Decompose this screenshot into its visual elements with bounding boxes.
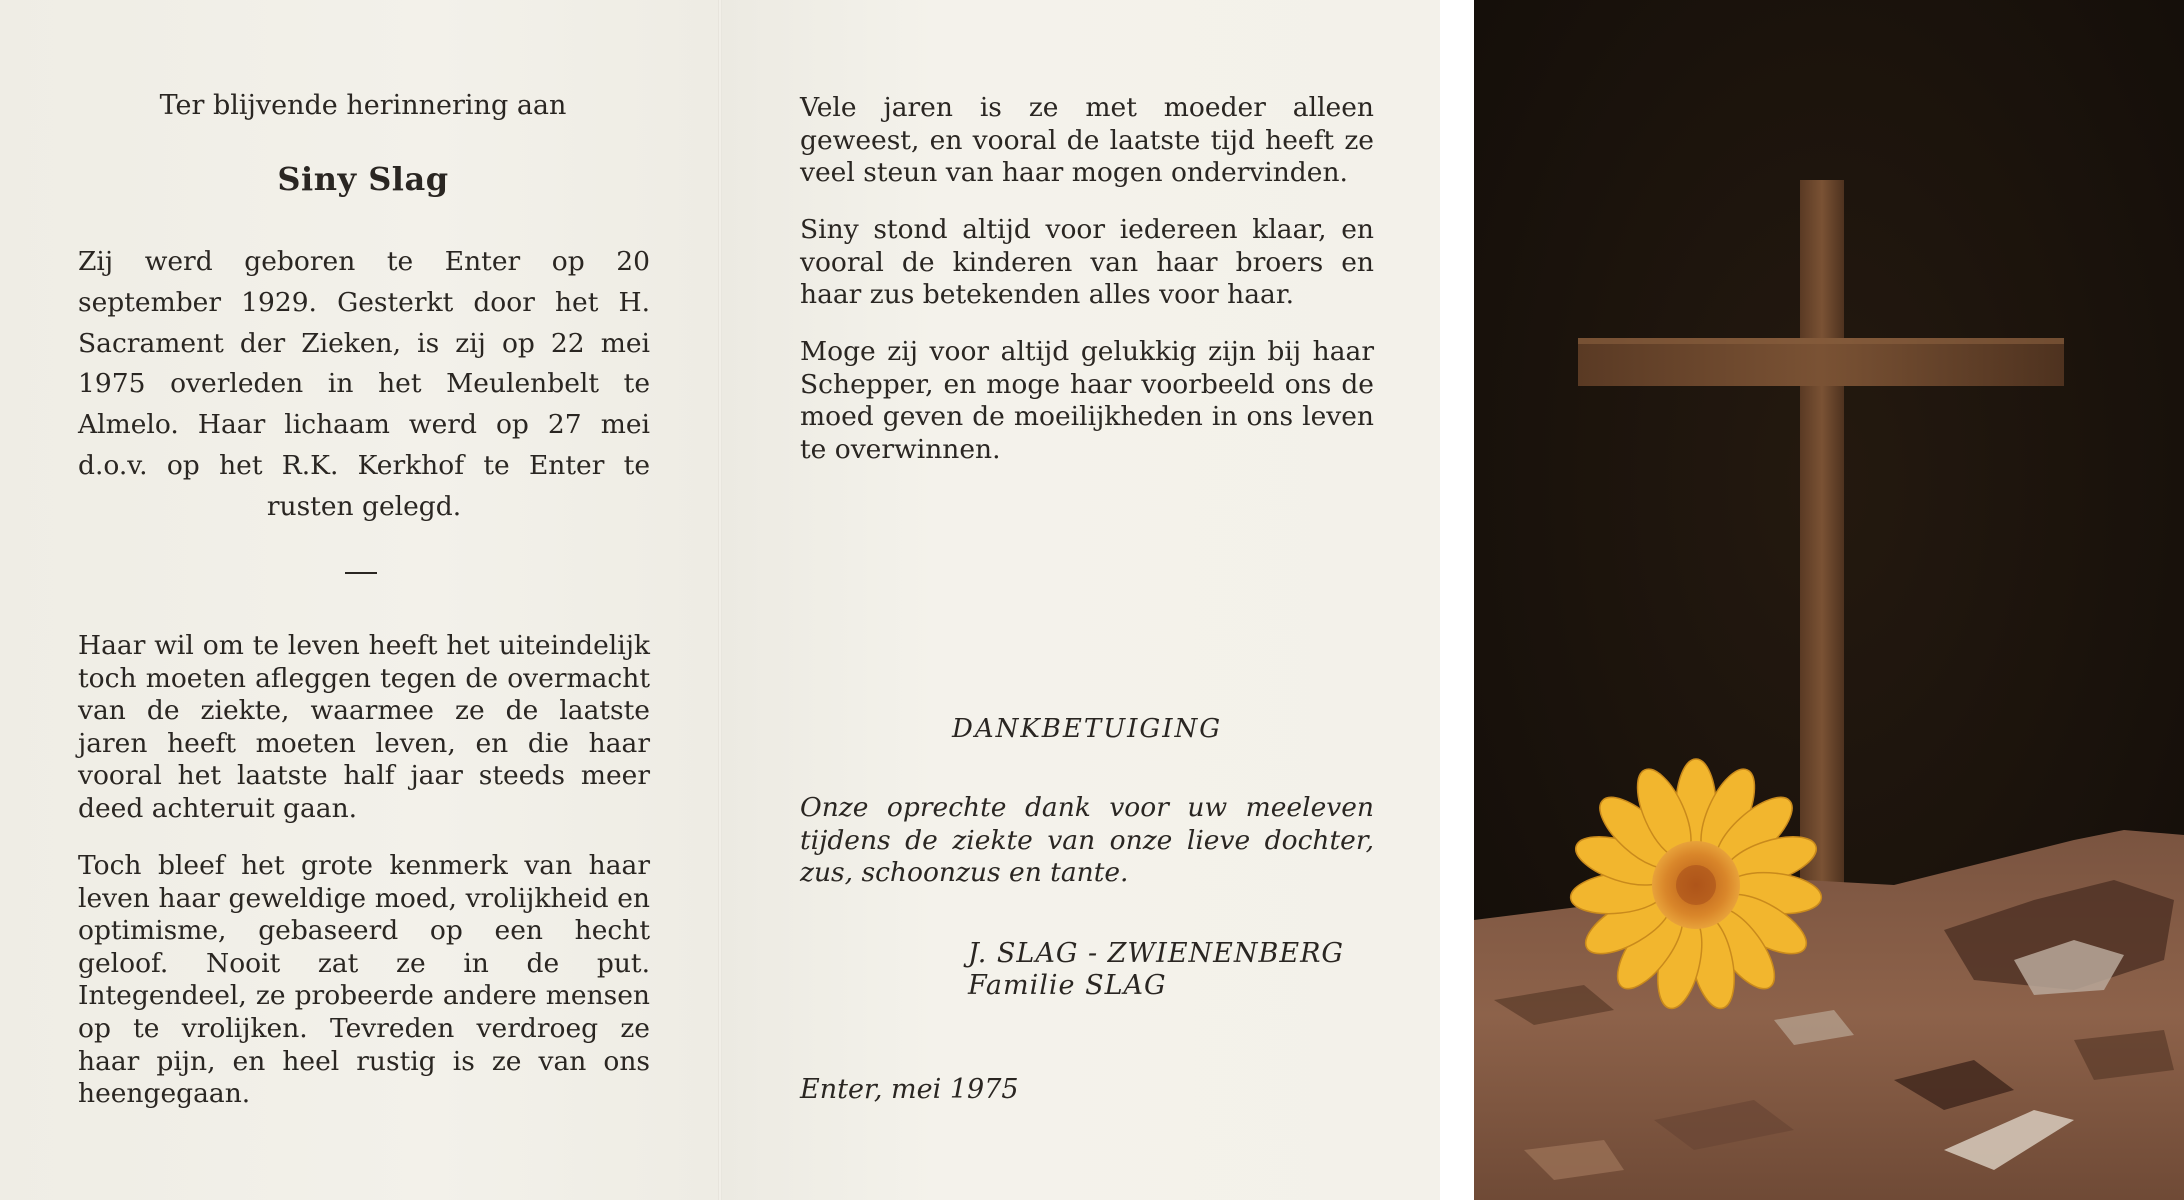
paragraph-will-to-live: Haar wil om te leven heeft het uiteindelijk toch moeten afleggen tegen de overmacht van de ziekte, waarmee ze de laatste jaren heeft moeten leven, en die haar vooral het laatste half jaar steeds meer deed achteruit gaan. [78, 630, 650, 824]
paragraph-always-ready: Siny stond altijd voor iedereen klaar, en vooral de kinderen van haar broers en haar zus betekenden alles voor haar. [800, 214, 1374, 310]
memorial-picture [1474, 0, 2184, 1200]
signature-parent: J. SLAG - ZWIENENBERG [968, 938, 1344, 969]
signature-family: Familie SLAG [968, 970, 1167, 1001]
page-gap [1440, 0, 1474, 1200]
biography-paragraph: Zij werd geboren te Enter op 20 september 1929. Gesterkt door het H. Sacrament der Zieken, is zij op 22 mei 1975 overleden in het Meulenbelt te Almelo. Haar lichaam werd op 27 mei d.o.v. op het R.K. Kerkhof te Enter te rusten gelegd. [78, 246, 650, 522]
fold-crease [718, 0, 722, 1200]
intro-heading: Ter blijvende herinnering aan [159, 90, 567, 121]
thanks-heading: DANKBETUIGING [952, 714, 1222, 744]
paragraph-courage: Toch bleef het grote kenmerk van haar leven haar geweldige moed, vrolijkheid en optimisme, gebaseerd op een hecht geloof. Nooit zat ze in de put. Integendeel, ze probeerde andere mensen op te vrolijken. Tevreden verdroeg ze haar pijn, en heel rustig is ze van ons heengegaan. [78, 850, 650, 1110]
deceased-name: Siny Slag [277, 160, 449, 198]
section-divider [345, 572, 377, 574]
paragraph-mother: Vele jaren is ze met moeder alleen geweest, en vooral de laatste tijd heeft ze veel steun van haar mogen ondervinden. [800, 92, 1374, 188]
paragraph-prayer: Moge zij voor altijd gelukkig zijn bij haar Schepper, en moge haar voorbeeld ons de moed geven de moeilijkheden in ons leven te overwinnen. [800, 336, 1374, 465]
thanks-text: Onze oprechte dank voor uw meeleven tijdens de ziekte van onze lieve dochter, zus, schoonzus en tante. [800, 792, 1374, 888]
place-and-date: Enter, mei 1975 [800, 1074, 1019, 1105]
